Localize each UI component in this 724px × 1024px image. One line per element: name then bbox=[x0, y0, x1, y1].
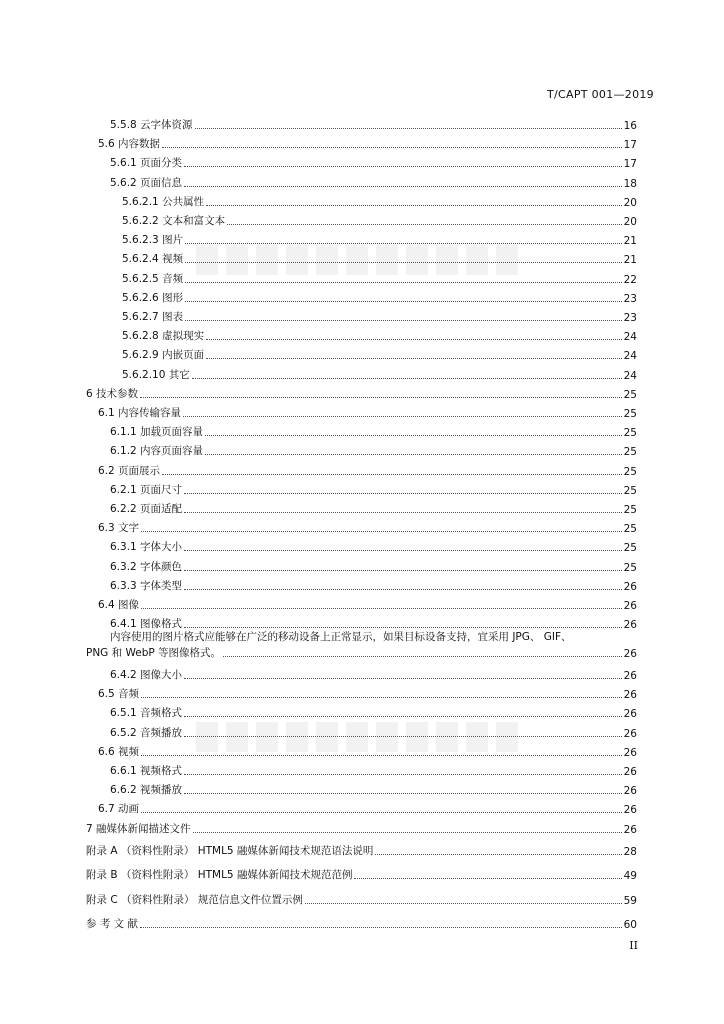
toc-entry[interactable] bbox=[86, 916, 637, 931]
paragraph-line-with-page bbox=[86, 645, 637, 660]
dot-leader bbox=[206, 339, 622, 340]
dot-leader bbox=[192, 378, 622, 379]
toc-entry-label: 6.3.3 字体类型 bbox=[110, 579, 183, 592]
toc-entry[interactable] bbox=[122, 309, 637, 324]
toc-entry-label: 5.5.8 云字体资源 bbox=[110, 119, 193, 131]
dot-leader bbox=[184, 774, 622, 775]
toc-entry-label: 7 融媒体新闻描述文件 bbox=[86, 822, 191, 835]
toc-entry-page: 26 bbox=[623, 746, 637, 759]
toc-entry-label: 6.4.2 图像大小 bbox=[110, 669, 183, 681]
toc-entry-label: 6.2.1 页面尺寸 bbox=[110, 483, 183, 496]
toc-entry-page: 28 bbox=[623, 846, 637, 858]
paragraph-line: 内容使用的图片格式应能够在广泛的移动设备上正常显示，如果目标设备支持，宜采用 JPG、 GIF、 bbox=[110, 631, 572, 643]
toc-entry-label: 6 技术参数 bbox=[86, 387, 139, 400]
toc-entry-page: 17 bbox=[623, 158, 637, 171]
toc-entry[interactable] bbox=[98, 597, 637, 612]
toc-entry-page: 26 bbox=[623, 689, 637, 702]
dot-leader bbox=[354, 878, 621, 879]
toc-entry[interactable] bbox=[122, 328, 637, 343]
toc-entry[interactable] bbox=[110, 501, 637, 516]
toc-entry-page: 21 bbox=[623, 235, 637, 248]
dot-leader bbox=[162, 474, 622, 475]
dot-leader bbox=[185, 301, 622, 302]
toc-entry-label: 6.2.2 页面适配 bbox=[110, 503, 183, 515]
dot-leader bbox=[141, 697, 622, 698]
toc-entry[interactable] bbox=[122, 367, 637, 382]
toc-entry[interactable] bbox=[122, 290, 637, 305]
dot-leader bbox=[185, 243, 622, 244]
toc-entry-page: 25 bbox=[623, 408, 637, 420]
page-number: 26 bbox=[623, 648, 637, 660]
toc-entry[interactable] bbox=[110, 155, 637, 170]
toc-entry[interactable] bbox=[98, 520, 637, 535]
toc-entry-label: 5.6 内容数据 bbox=[98, 138, 161, 151]
dot-leader bbox=[184, 793, 622, 794]
toc-entry-label: 附录 B （资料性附录） HTML5 融媒体新闻技术规范范例 bbox=[86, 869, 353, 882]
toc-entry[interactable] bbox=[110, 559, 637, 574]
toc-entry-label: 6.2 页面展示 bbox=[98, 464, 161, 477]
dot-leader bbox=[141, 755, 622, 756]
toc-entry[interactable] bbox=[86, 892, 637, 907]
toc-entry[interactable] bbox=[110, 763, 637, 778]
toc-entry-label: 6.3.1 字体大小 bbox=[110, 541, 183, 554]
toc-entry-label: 6.6.2 视频播放 bbox=[110, 784, 183, 797]
toc-entry-label: 5.6.2.1 公共属性 bbox=[122, 195, 205, 208]
toc-entry[interactable] bbox=[110, 725, 637, 740]
toc-entry[interactable] bbox=[98, 463, 637, 478]
dot-leader bbox=[227, 224, 622, 225]
toc-entry[interactable] bbox=[86, 867, 637, 882]
paragraph-text: PNG 和 WebP 等图像格式。 bbox=[86, 647, 222, 659]
toc-entry[interactable] bbox=[122, 232, 637, 247]
dot-leader bbox=[184, 512, 622, 513]
toc-entry-label: 6.3.2 字体颜色 bbox=[110, 560, 183, 573]
dot-leader bbox=[184, 570, 622, 571]
toc-entry-label: 6.1.2 内容页面容量 bbox=[110, 445, 204, 458]
dot-leader bbox=[185, 262, 622, 263]
dot-leader bbox=[223, 656, 622, 657]
toc-entry-label: 5.6.2.6 图形 bbox=[122, 291, 184, 304]
toc-entry-label: 5.6.2.10 其它 bbox=[122, 368, 190, 381]
toc-entry-page: 26 bbox=[623, 804, 637, 817]
toc-entry-label: 6.5.1 音频格式 bbox=[110, 707, 183, 720]
toc-entry-label: 6.5.2 音频播放 bbox=[110, 726, 183, 739]
toc-entry-page: 26 bbox=[623, 670, 637, 682]
toc-entry-page: 60 bbox=[623, 918, 637, 931]
toc-entry[interactable] bbox=[110, 117, 637, 132]
toc-entry[interactable] bbox=[110, 782, 637, 797]
dot-leader bbox=[206, 358, 622, 359]
dot-leader bbox=[305, 903, 622, 904]
toc-entry-page: 25 bbox=[623, 446, 637, 459]
dot-leader bbox=[195, 128, 622, 129]
toc-entry-page: 17 bbox=[623, 139, 637, 152]
dot-leader bbox=[193, 832, 622, 833]
toc-entry-page: 25 bbox=[623, 542, 637, 555]
toc-entry-page: 22 bbox=[623, 273, 637, 286]
dot-leader bbox=[183, 416, 622, 417]
toc-entry[interactable] bbox=[122, 251, 637, 266]
toc-entry-label: 参 考 文 献 bbox=[86, 917, 139, 930]
toc-entry-page: 26 bbox=[623, 785, 637, 798]
toc-entry-page: 26 bbox=[623, 600, 637, 612]
toc-entry-page: 26 bbox=[623, 619, 637, 632]
dot-leader bbox=[184, 186, 622, 187]
toc-entry-label: 6.6.1 视频格式 bbox=[110, 765, 183, 777]
toc-entry[interactable] bbox=[122, 271, 637, 286]
dot-leader bbox=[184, 166, 622, 167]
toc-entry[interactable] bbox=[122, 347, 637, 362]
toc-entry-label: 6.6 视频 bbox=[98, 745, 140, 758]
toc-entry[interactable] bbox=[110, 539, 637, 554]
toc-entry-page: 26 bbox=[623, 823, 637, 836]
dot-leader bbox=[206, 205, 622, 206]
toc-entry-page: 24 bbox=[623, 369, 637, 382]
toc-entry-page: 18 bbox=[623, 177, 637, 190]
toc-entry-page: 25 bbox=[623, 465, 637, 478]
toc-entry[interactable] bbox=[86, 386, 637, 401]
toc-entry-page: 26 bbox=[623, 580, 637, 593]
toc-entry-page: 26 bbox=[623, 708, 637, 721]
toc-entry[interactable] bbox=[122, 213, 637, 228]
toc-entry-page: 16 bbox=[623, 120, 637, 132]
dot-leader bbox=[205, 454, 622, 455]
toc-entry-page: 25 bbox=[623, 484, 637, 497]
toc-entry-label: 6.4 图像 bbox=[98, 599, 140, 611]
toc-entry-label: 6.4.1 图像格式 bbox=[110, 618, 183, 631]
toc-entry-page: 49 bbox=[623, 870, 637, 883]
dot-leader bbox=[140, 397, 622, 398]
toc-entry-label: 6.5 音频 bbox=[98, 688, 140, 701]
toc-entry-page: 25 bbox=[623, 388, 637, 401]
toc-entry-label: 附录 A （资料性附录） HTML5 融媒体新闻技术规范语法说明 bbox=[86, 845, 374, 857]
toc-entry[interactable] bbox=[98, 136, 637, 151]
dot-leader bbox=[162, 147, 622, 148]
toc-entry[interactable] bbox=[98, 686, 637, 701]
dot-leader bbox=[141, 608, 622, 609]
dot-leader bbox=[184, 716, 622, 717]
toc-entry-label: 5.6.2.8 虚拟现实 bbox=[122, 330, 205, 343]
toc-entry[interactable] bbox=[122, 194, 637, 209]
toc-entry-label: 6.1 内容传输容量 bbox=[98, 407, 182, 419]
toc-entry-label: 6.7 动画 bbox=[98, 803, 140, 816]
toc-entry-page: 24 bbox=[623, 350, 637, 363]
dot-leader bbox=[184, 589, 622, 590]
toc-entry-page: 25 bbox=[623, 523, 637, 536]
toc-entry[interactable] bbox=[110, 443, 637, 458]
toc-entry[interactable] bbox=[86, 821, 637, 836]
toc-entry[interactable] bbox=[110, 424, 637, 439]
toc-entry[interactable] bbox=[98, 744, 637, 759]
dot-leader bbox=[184, 678, 622, 679]
toc-entry[interactable] bbox=[86, 843, 637, 858]
toc-entry[interactable] bbox=[98, 801, 637, 816]
dot-leader bbox=[141, 531, 622, 532]
document-id-header: T/CAPT 001—2019 bbox=[547, 88, 654, 101]
dot-leader bbox=[205, 435, 622, 436]
dot-leader bbox=[185, 320, 622, 321]
toc-entry-label: 5.6.2 页面信息 bbox=[110, 176, 183, 189]
toc-entry[interactable] bbox=[98, 405, 637, 420]
toc-entry-label: 附录 C （资料性附录） 规范信息文件位置示例 bbox=[86, 893, 303, 906]
toc-entry-label: 5.6.2.3 图片 bbox=[122, 234, 184, 247]
toc-entry-label: 5.6.2.4 视频 bbox=[122, 253, 184, 266]
page-footer-number: II bbox=[629, 939, 638, 952]
toc-entry-page: 24 bbox=[623, 331, 637, 344]
toc-entry-page: 20 bbox=[623, 216, 637, 228]
dot-leader bbox=[140, 927, 622, 928]
toc-entry-page: 25 bbox=[623, 427, 637, 440]
toc-entry-label: 5.6.2.5 音频 bbox=[122, 272, 184, 285]
toc-entry-page: 23 bbox=[623, 312, 637, 324]
toc-entry-label: 5.6.2.9 内嵌页面 bbox=[122, 349, 205, 362]
dot-leader bbox=[185, 282, 622, 283]
toc-entry-page: 20 bbox=[623, 196, 637, 209]
toc-entry-label: 6.1.1 加载页面容量 bbox=[110, 426, 204, 439]
toc-entry-label: 5.6.1 页面分类 bbox=[110, 157, 183, 170]
toc-entry[interactable] bbox=[110, 667, 637, 682]
dot-leader bbox=[184, 493, 622, 494]
dot-leader bbox=[184, 550, 622, 551]
toc-entry[interactable] bbox=[110, 175, 637, 190]
toc-entry-page: 23 bbox=[623, 292, 637, 305]
toc-entry-page: 21 bbox=[623, 254, 637, 267]
dot-leader bbox=[141, 812, 622, 813]
toc-entry-page: 25 bbox=[623, 504, 637, 516]
dot-leader bbox=[375, 854, 621, 855]
toc-entry-page: 25 bbox=[623, 561, 637, 574]
toc-entry[interactable] bbox=[110, 482, 637, 497]
toc-entry[interactable] bbox=[110, 705, 637, 720]
toc-entry-label: 6.3 文字 bbox=[98, 522, 140, 535]
dot-leader bbox=[184, 736, 622, 737]
toc-entry-page: 26 bbox=[623, 727, 637, 740]
toc-entry[interactable] bbox=[110, 578, 637, 593]
toc-entry-label: 5.6.2.2 文本和富文本 bbox=[122, 215, 226, 227]
toc-entry-page: 59 bbox=[623, 894, 637, 907]
toc-entry-page: 26 bbox=[623, 766, 637, 778]
toc-entry-label: 5.6.2.7 图表 bbox=[122, 311, 184, 323]
